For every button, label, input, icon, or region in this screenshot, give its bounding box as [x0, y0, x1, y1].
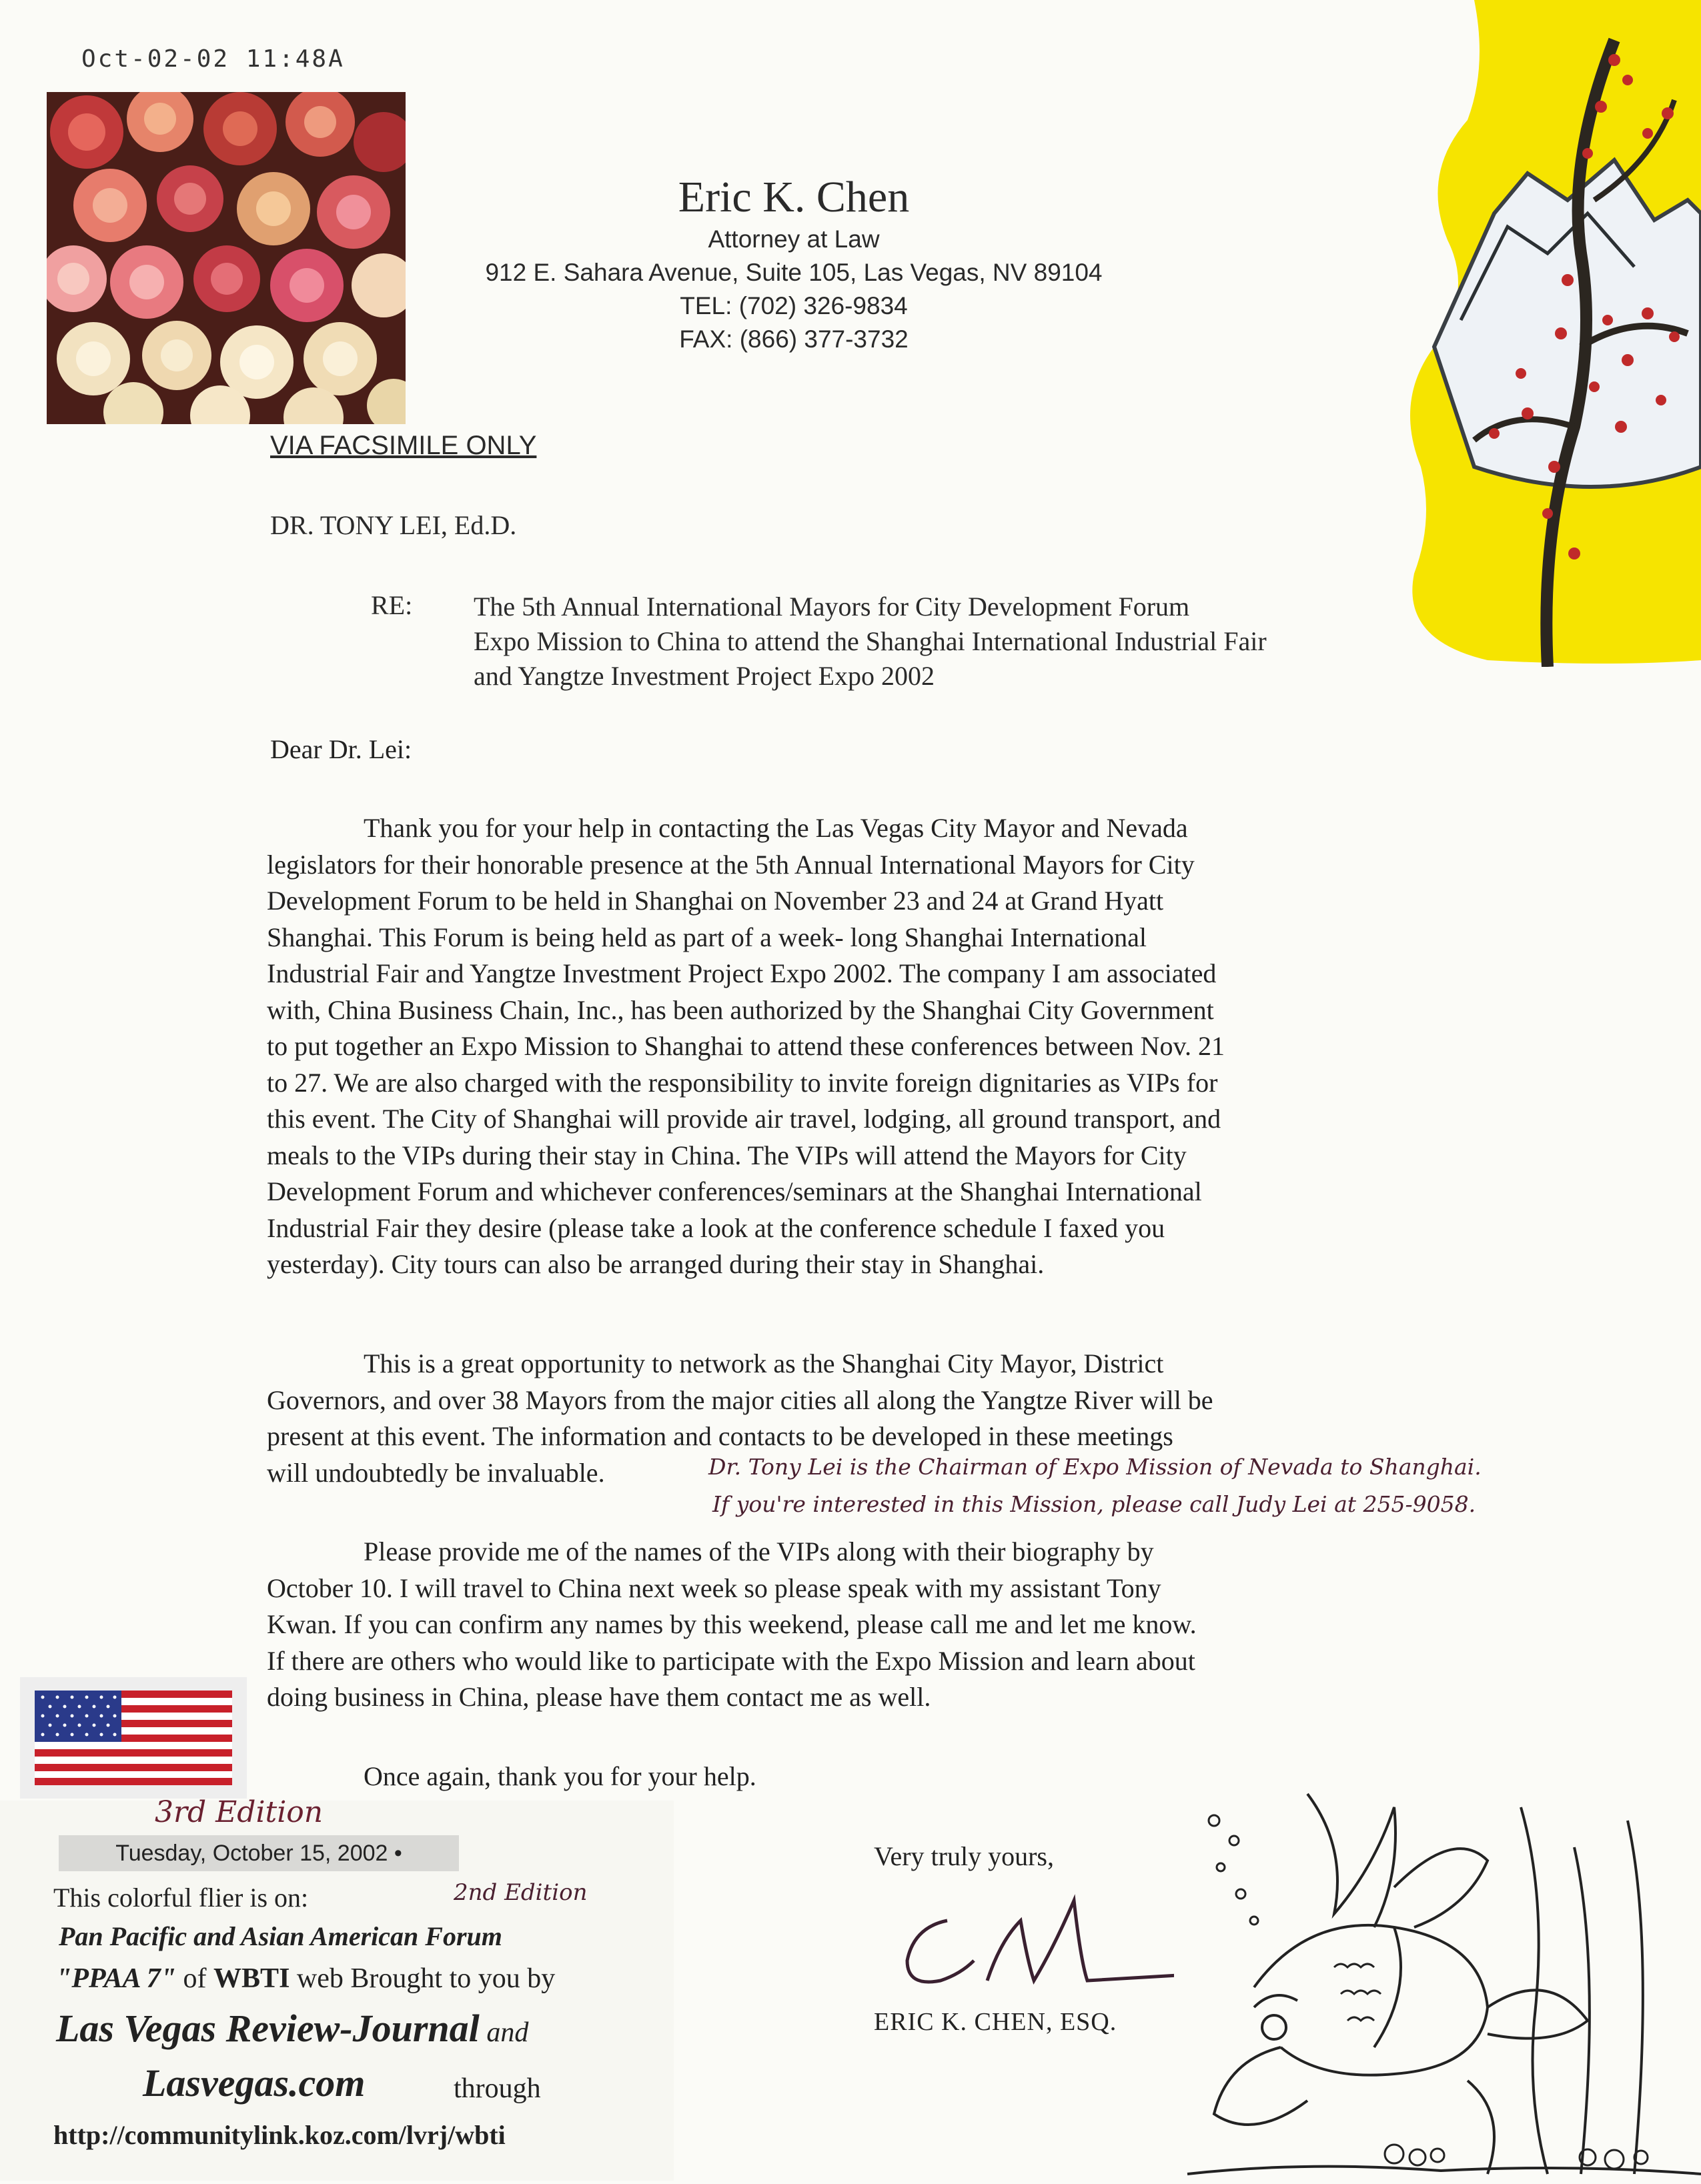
edition-note: 3rd Edition [155, 1795, 324, 1829]
body-line: Thank you for your help in contacting the Las Vegas City Mayor and Nevada [364, 813, 1188, 843]
recipient: DR. TONY LEI, Ed.D. [270, 510, 517, 540]
body-line: yesterday). City tours can also be arranged during their stay in Shanghai. [267, 1249, 1045, 1279]
body-line: If there are others who would like to participate with the Expo Mission and learn about [267, 1645, 1195, 1676]
letterhead [427, 172, 1161, 356]
re-subject [474, 590, 1514, 694]
body-line: Shanghai. This Forum is being held as part of a week- long Shanghai International [267, 922, 1147, 952]
body-line: with, China Business Chain, Inc., has been authorized by the Shanghai City Government [267, 994, 1214, 1025]
body-line: Please provide me of the names of the VIPs along with their biography by [364, 1536, 1154, 1566]
goldfish-drawing [1174, 1767, 1701, 2181]
body-paragraph-3 [267, 1534, 1494, 1716]
salutation: Dear Dr. Lei: [270, 734, 412, 764]
body-line: will undoubtedly be invaluable. [267, 1457, 605, 1488]
clipping-newspaper: Las Vegas Review-Journal and [56, 2007, 529, 2050]
attorney-address: 912 E. Sahara Avenue, Suite 105, Las Vegas, NV 89104 [485, 259, 1103, 286]
body-line: October 10. I will travel to China next week so please speak with my assistant Tony [267, 1572, 1161, 1603]
body-line: present at this event. The information and contacts to be developed in these meetings [267, 1421, 1173, 1451]
plum-blossom-painting [1394, 0, 1701, 667]
attorney-tel: TEL: (702) 326-9834 [680, 292, 908, 319]
body-paragraph-1 [267, 810, 1494, 1283]
edition-note-2: 2nd Edition [454, 1879, 588, 1906]
clipping-through: through [454, 2073, 541, 2104]
re-line-1: The 5th Annual International Mayors for City Development Forum [474, 592, 1190, 622]
re-line-2: Expo Mission to China to attend the Shanghai International Industrial Fair [474, 626, 1267, 656]
body-line: Kwan. If you can confirm any names by this weekend, please call me and let me know. [267, 1609, 1197, 1639]
attorney-fax: FAX: (866) 377-3732 [679, 325, 909, 353]
closing-thanks: Once again, thank you for your help. [364, 1761, 756, 1791]
body-line: to put together an Expo Mission to Shanghai to attend these conferences between Nov. 21 [267, 1031, 1225, 1061]
re-line-3: and Yangtze Investment Project Expo 2002 [474, 661, 935, 691]
re-label: RE: [371, 590, 413, 620]
body-line: This is a great opportunity to network as the Shanghai City Mayor, District [364, 1348, 1164, 1378]
clipping-url[interactable]: http://communitylink.koz.com/lvrj/wbti [53, 2120, 506, 2150]
body-line: Industrial Fair and Yangtze Investment Project Expo 2002. The company I am associated [267, 958, 1217, 988]
body-line: Governors, and over 38 Mayors from the major cities all along the Yangtze River will be [267, 1384, 1213, 1415]
clipping-website: Lasvegas.com [143, 2061, 366, 2105]
body-line: to 27. We are also charged with the responsibility to invite foreign dignitaries as VIPs for [267, 1067, 1218, 1098]
attorney-title: Attorney at Law [708, 225, 880, 253]
clipping-date: Tuesday, October 15, 2002 • [59, 1835, 459, 1871]
clipping-line-3: "PPAA 7" of WBTI web Brought to you by [56, 1963, 556, 1994]
handwritten-note-line-2: If you're interested in this Mission, please call Judy Lei at 255-9058. [712, 1491, 1476, 1517]
body-line: this event. The City of Shanghai will provide air travel, lodging, all ground transport, and [267, 1104, 1221, 1134]
clipping-forum-name: Pan Pacific and Asian American Forum [59, 1921, 502, 1951]
attorney-name: Eric K. Chen [678, 173, 910, 221]
us-flag-icon [20, 1677, 247, 1799]
body-line: Development Forum and whichever conferences/seminars at the Shanghai International [267, 1176, 1202, 1206]
body-line: doing business in China, please have them contact me as well. [267, 1682, 931, 1712]
rose-photo [47, 92, 406, 424]
delivery-method: VIA FACSIMILE ONLY [270, 431, 537, 460]
body-line: legislators for their honorable presence at the 5th Annual International Mayors for City [267, 849, 1195, 880]
fax-header: Oct-02-02 11:48A [81, 45, 345, 73]
complimentary-close: Very truly yours, [874, 1841, 1054, 1871]
body-line: Development Forum to be held in Shanghai on November 23 and 24 at Grand Hyatt [267, 886, 1164, 916]
body-line: meals to the VIPs during their stay in China. The VIPs will attend the Mayors for City [267, 1140, 1187, 1170]
signer-name: ERIC K. CHEN, ESQ. [874, 2008, 1117, 2036]
handwritten-note-line-1: Dr. Tony Lei is the Chairman of Expo Mission of Nevada to Shanghai. [708, 1454, 1482, 1480]
body-line: Industrial Fair they desire (please take a look at the conference schedule I faxed you [267, 1212, 1165, 1243]
clipping-line-1: This colorful flier is on: [53, 1883, 309, 1913]
